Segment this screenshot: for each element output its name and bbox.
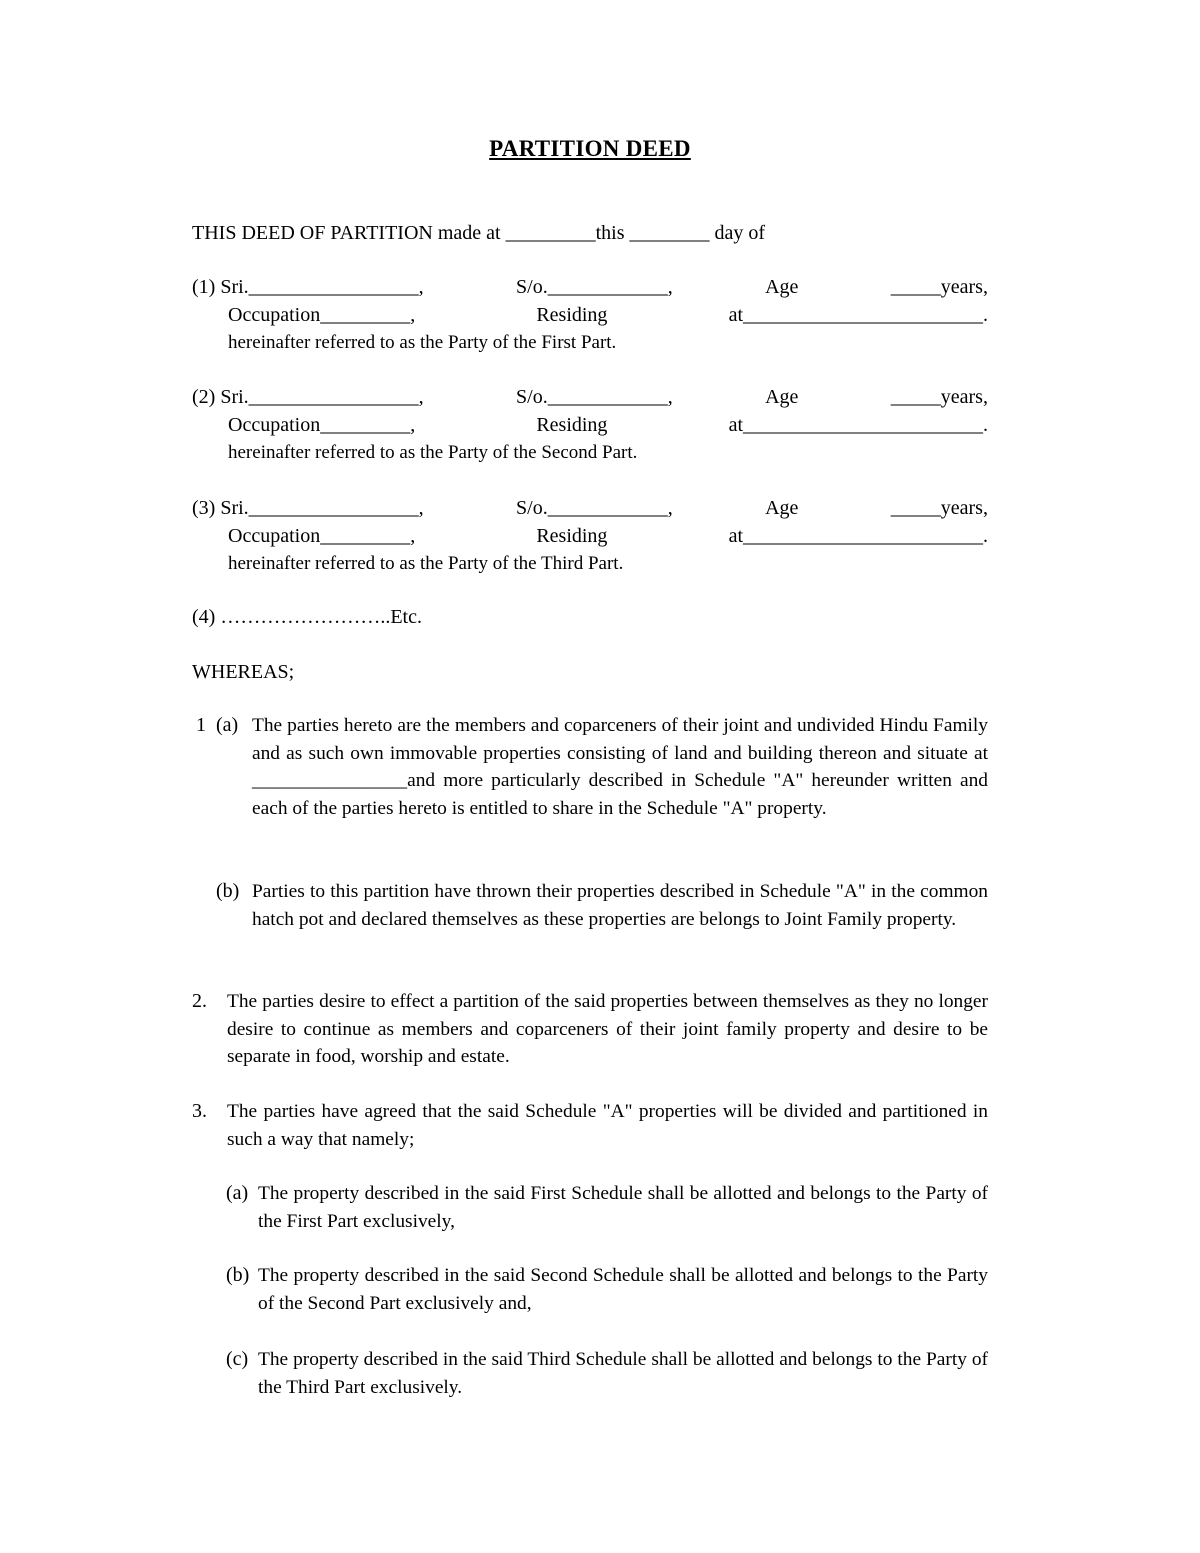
party-age: Age [765,497,799,519]
clause-1b-text: Parties to this partition have thrown their properties described in Schedule "A" in the common hatch pot and declared themselves as these properties are belongs to Joint Family property. [252,881,988,930]
party-label: (3) Sri._________________, [192,497,424,519]
party-age: Age [765,386,799,408]
clause-3b-label: (b) [226,1264,250,1286]
party-3-row-1 [192,496,988,520]
party-1-row-1 [192,275,988,299]
party-years: _____years, [890,386,988,408]
clause-3-number: 3. [192,1100,207,1122]
party-years: _____years, [890,276,988,298]
party-1-row-2 [228,303,988,327]
party-son-of: S/o.____________, [516,386,673,408]
party-occupation: Occupation_________, [228,525,416,547]
clause-3c-label: (c) [226,1348,249,1370]
clause-3a-text: The property described in the said First Schedule shall be allotted and belongs to the Party of the First Part exclusively, [258,1183,988,1232]
party-2-row-2 [228,413,988,437]
whereas-heading: WHEREAS; [192,661,295,683]
party-address: at________________________. [728,414,988,436]
party-residing: Residing [536,414,608,436]
party-label: (1) Sri._________________, [192,276,424,298]
party-years: _____years, [890,497,988,519]
clause-1-number: 1 [196,714,206,736]
party-address: at________________________. [728,525,988,547]
party-2-row-1 [192,385,988,409]
party-2-reference: hereinafter referred to as the Party of the Second Part. [228,442,638,463]
party-residing: Residing [536,525,608,547]
clause-1b-label: (b) [216,880,240,902]
intro-line: THIS DEED OF PARTITION made at _________this ________ day of [192,222,766,244]
party-son-of: S/o.____________, [516,497,673,519]
party-1-reference: hereinafter referred to as the Party of the First Part. [228,332,617,353]
party-age: Age [765,276,799,298]
party-4-line: (4) ……………………..Etc. [192,606,422,628]
party-3-reference: hereinafter referred to as the Party of the Third Part. [228,553,624,574]
clause-3-text: The parties have agreed that the said Schedule "A" properties will be divided and partitioned in such a way that namely; [227,1101,988,1150]
clause-1a-label: (a) [216,714,239,736]
party-residing: Residing [536,304,608,326]
clause-3c-text: The property described in the said Third Schedule shall be allotted and belongs to the Party of the Third Part exclusively. [258,1349,988,1398]
party-label: (2) Sri._________________, [192,386,424,408]
clause-3b-text: The property described in the said Second Schedule shall be allotted and belongs to the Party of the Second Part exclusively and, [258,1265,988,1314]
clause-3a-label: (a) [226,1182,249,1204]
party-occupation: Occupation_________, [228,414,416,436]
party-3-row-2 [228,524,988,548]
party-occupation: Occupation_________, [228,304,416,326]
party-son-of: S/o.____________, [516,276,673,298]
clause-2-text: The parties desire to effect a partition of the said properties between themselves as they no longer desire to continue as members and coparceners of their joint family property and desire to be separate in food, worship and estate. [227,991,988,1067]
clause-2-number: 2. [192,990,207,1012]
clause-1a-text [252,712,988,822]
page-title: PARTITION DEED [489,136,691,161]
party-address: at________________________. [728,304,988,326]
clause-1a-body: The parties hereto are the members and coparceners of their joint and undivided Hindu Family and as such own immovable properties consisting of land and building thereon and situate at ________________and more particularly described in Schedule "A" hereunder written and each of the parties hereto is entitled to share in the Schedule "A" property. [252,715,988,819]
